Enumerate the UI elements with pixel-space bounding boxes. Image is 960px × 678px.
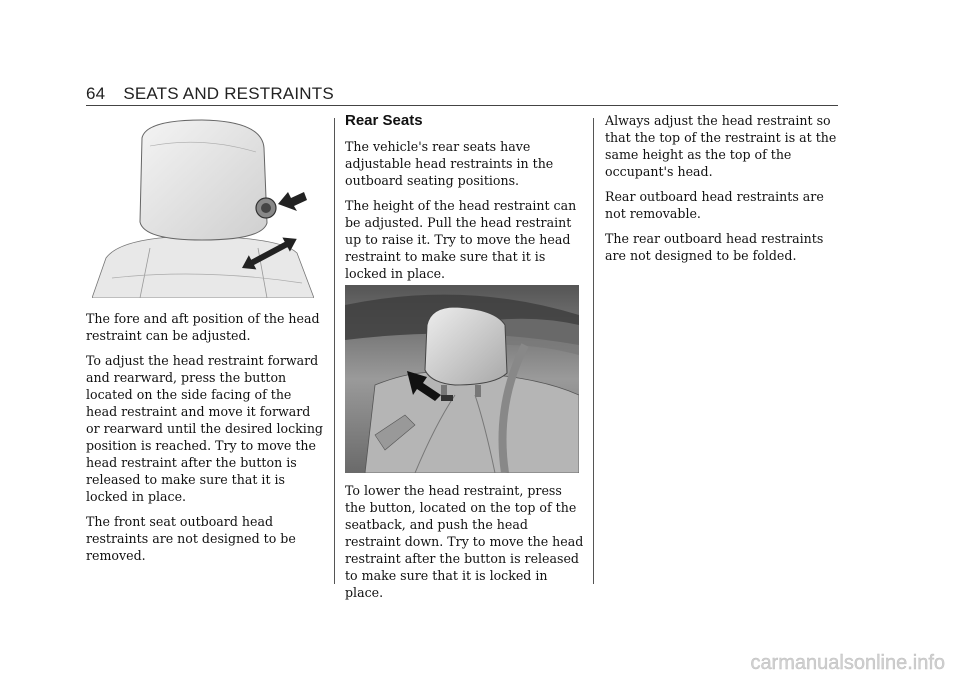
front-head-restraint-figure xyxy=(92,118,314,298)
paragraph: To adjust the head restraint forward and rearward, press the button located on the side facing of the head restraint and move it forward or rearward until the desired locking position is reached. Try to move the head restraint after the button is released to make sure that it is locked in place. xyxy=(86,353,323,504)
column-divider xyxy=(593,118,594,584)
paragraph: To lower the head restraint, press the button, located on the top of the seatback, and push the head restraint down. Try to move the head restraint after the button is released to make sure that it is locked in place. xyxy=(345,483,584,600)
right-column xyxy=(605,112,845,272)
middle-column xyxy=(345,112,585,290)
section-heading: Rear Seats xyxy=(345,112,423,129)
watermark xyxy=(580,650,950,674)
paragraph: The front seat outboard head restraints are not designed to be removed. xyxy=(86,514,296,563)
paragraph: The height of the head restraint can be adjusted. Pull the head restraint up to raise it. Try to move the head restraint to make sure that it is locked in place. xyxy=(345,198,577,281)
svg-text:carmanualsonline.info: carmanualsonline.info xyxy=(750,652,945,674)
paragraph: The rear outboard head restraints are not designed to be folded. xyxy=(605,231,824,263)
left-column xyxy=(86,310,326,572)
page-number: 64 xyxy=(86,84,106,103)
section-title: SEATS AND RESTRAINTS xyxy=(123,84,334,103)
paragraph: Always adjust the head restraint so that the top of the restraint is at the same height as the top of the occupant's head. xyxy=(605,113,837,179)
rear-head-restraint-figure xyxy=(345,285,579,473)
paragraph: The vehicle's rear seats have adjustable head restraints in the outboard seating positions. xyxy=(345,139,554,188)
header-rule xyxy=(86,105,838,106)
middle-column-bottom xyxy=(345,482,585,609)
paragraph: The fore and aft position of the head restraint can be adjusted. xyxy=(86,311,320,343)
column-divider xyxy=(334,118,335,584)
paragraph: Rear outboard head restraints are not removable. xyxy=(605,189,824,221)
page-header xyxy=(86,84,334,104)
